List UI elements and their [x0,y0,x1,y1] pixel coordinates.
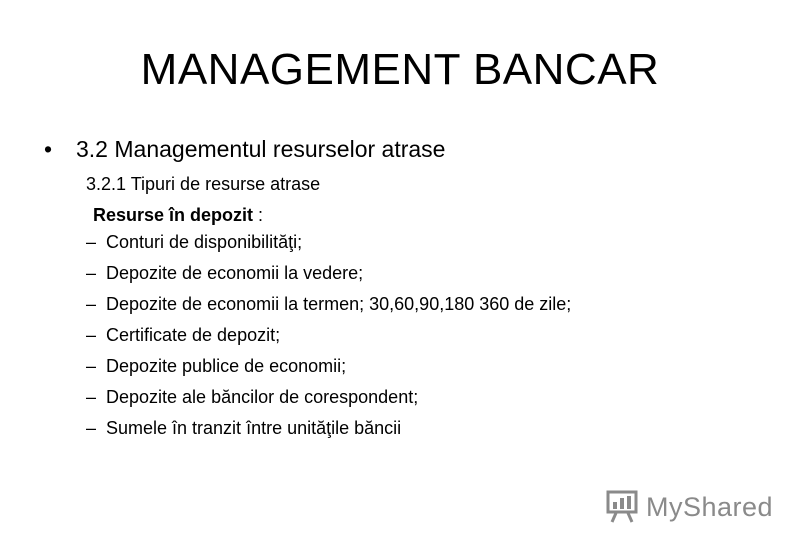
resurse-label: Resurse în depozit [93,205,254,225]
presentation-board-icon [606,490,638,524]
list-item-text: Conturi de disponibilităţi; [106,232,303,252]
resurse-line [93,203,263,227]
dash-marker: – [86,232,97,252]
list-item [86,230,571,261]
logo-text: MyShared [646,492,774,522]
list-item-text: Sumele în tranzit între unităţile băncii [106,418,402,438]
list-item [86,323,571,354]
list-item-text: Depozite ale băncilor de corespondent; [106,387,419,407]
list-item-text: Depozite de economii la termen; 30,60,90,180 360 de zile; [106,294,572,314]
bullet-dot: • [44,136,53,162]
dash-marker: – [86,294,97,314]
dash-marker: – [86,418,97,438]
dash-marker: – [86,325,97,345]
dash-marker: – [86,356,97,376]
main-bullet-text: 3.2 Managementul resurselor atrase [76,136,446,162]
resurse-suffix: : [253,205,264,225]
deposit-types-list [86,230,571,447]
dash-marker: – [86,263,97,283]
list-item-text: Certificate de depozit; [106,325,281,345]
list-item [86,385,571,416]
list-item [86,416,571,447]
dash-marker: – [86,387,97,407]
slide-title: MANAGEMENT BANCAR [140,45,660,94]
list-item [86,261,571,292]
list-item [86,354,571,385]
list-item [86,292,571,323]
myshared-logo [606,489,773,525]
main-bullet [44,134,445,164]
sub-heading: 3.2.1 Tipuri de resurse atrase [86,174,321,194]
list-item-text: Depozite de economii la vedere; [106,263,364,283]
list-item-text: Depozite publice de economii; [106,356,347,376]
